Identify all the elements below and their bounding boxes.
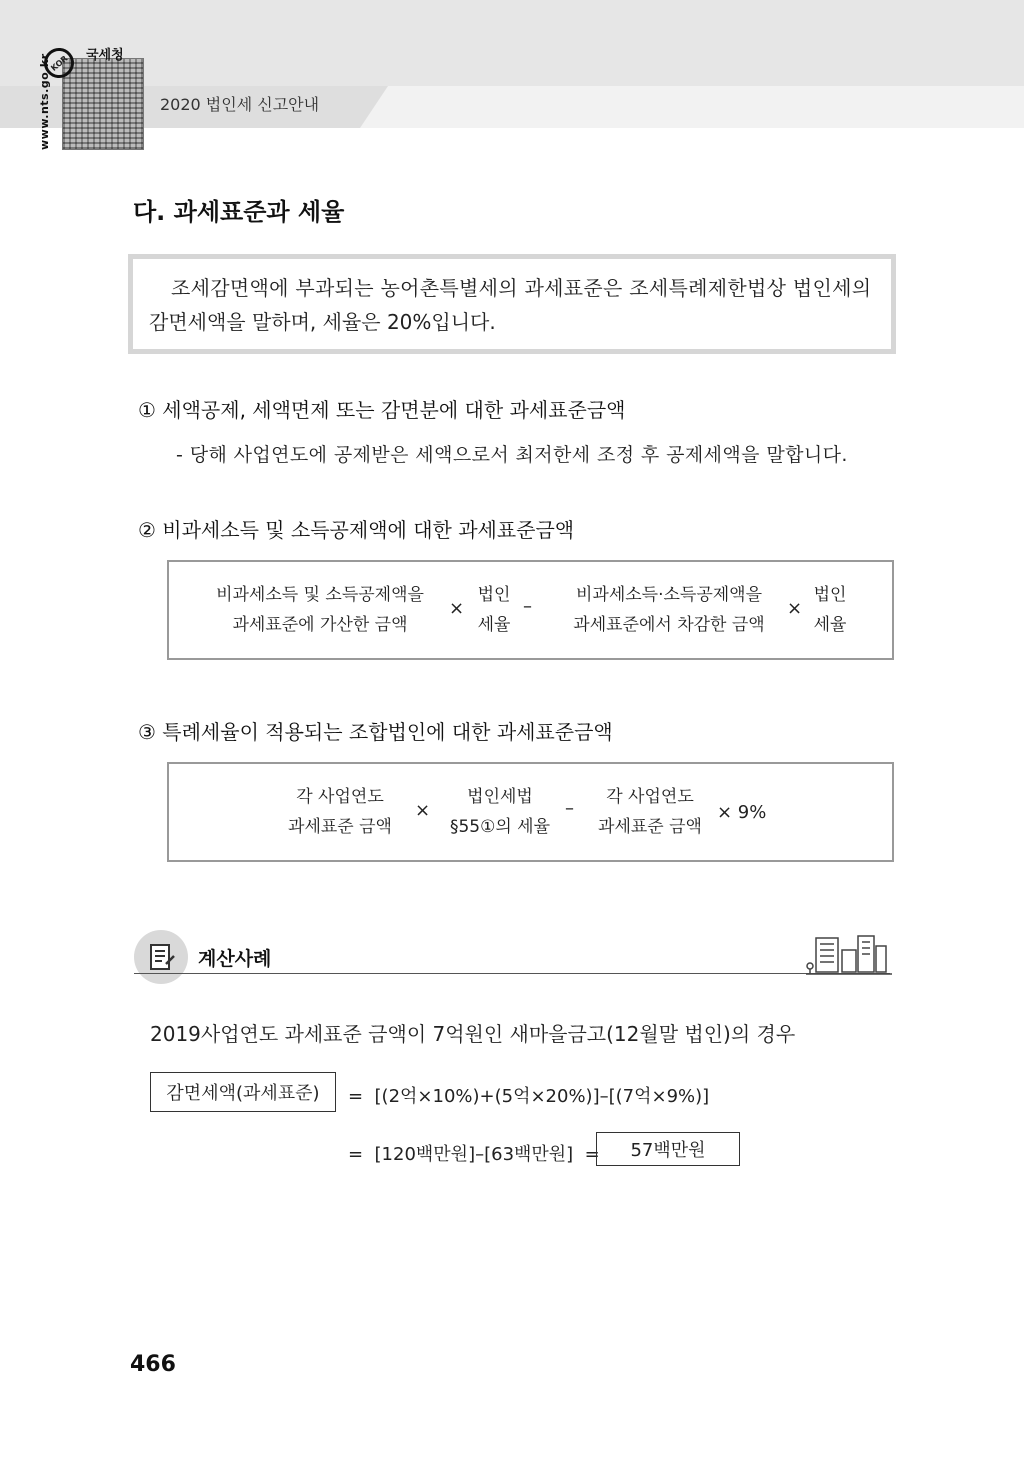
formula-2-term-c-line2: 과세표준에서 차감한 금액 bbox=[573, 615, 765, 635]
website-url[interactable]: www.nts.go.kr bbox=[38, 53, 51, 150]
summary-text-line2: 감면세액을 말하며, 세율은 20%입니다. bbox=[149, 310, 496, 334]
formula-2-term-d-line1: 법인 bbox=[813, 585, 847, 605]
multiply-operator: × bbox=[449, 598, 465, 619]
org-name: 국세청 bbox=[86, 48, 124, 63]
item-2-heading: ② 비과세소득 및 소득공제액에 대한 과세표준금액 bbox=[138, 518, 575, 542]
minus-operator: – bbox=[523, 596, 532, 617]
item-3-heading: ③ 특례세율이 적용되는 조합법인에 대한 과세표준금액 bbox=[138, 720, 613, 744]
formula-2-term-d bbox=[803, 580, 857, 640]
divider bbox=[134, 973, 890, 974]
city-buildings-icon bbox=[806, 932, 892, 976]
multiply-rate: × 9% bbox=[717, 802, 767, 823]
formula-2-term-b-line1: 법인 bbox=[477, 585, 511, 605]
document-checklist-icon bbox=[134, 930, 188, 984]
summary-text-line1: 조세감면액에 부과되는 농어촌특별세의 과세표준은 조세특례제한법상 법인세의 bbox=[171, 276, 872, 300]
qr-code-icon bbox=[62, 58, 144, 150]
header-top-bar bbox=[0, 0, 1024, 86]
reduced-tax-label: 감면세액(과세표준) bbox=[150, 1072, 336, 1112]
summary-box bbox=[128, 254, 896, 354]
kor-badge-icon: KOR bbox=[38, 42, 80, 84]
formula-3-term-a-line1: 각 사업연도 bbox=[296, 787, 384, 807]
section-title: 다. 과세표준과 세율 bbox=[133, 198, 345, 226]
multiply-operator: × bbox=[415, 800, 431, 821]
item-1-heading: ① 세액공제, 세액면제 또는 감면분에 대한 과세표준금액 bbox=[138, 398, 626, 422]
formula-2-term-b bbox=[467, 580, 521, 640]
formula-3-term-c-line2: 과세표준 금액 bbox=[598, 817, 702, 837]
multiply-operator: × bbox=[787, 598, 803, 619]
formula-2-term-b-line2: 세율 bbox=[477, 615, 511, 635]
formula-box-2 bbox=[167, 560, 894, 660]
result-value: 57백만원 bbox=[596, 1132, 740, 1166]
formula-3-term-b-line1: 법인세법 bbox=[467, 787, 533, 807]
document-title: 2020 법인세 신고안내 bbox=[160, 95, 320, 114]
formula-2-term-a-line1: 비과세소득 및 소득공제액을 bbox=[216, 585, 424, 605]
page-number: 466 bbox=[130, 1352, 176, 1377]
formula-box-3 bbox=[167, 762, 894, 862]
formula-2-term-d-line2: 세율 bbox=[813, 615, 847, 635]
formula-2-term-c bbox=[549, 580, 789, 640]
formula-3-term-b bbox=[435, 782, 565, 842]
equation-line-1: = [(2억×10%)+(5억×20%)]–[(7억×9%)] bbox=[348, 1086, 710, 1107]
example-title: 계산사례 bbox=[198, 948, 272, 970]
example-case-text: 2019사업연도 과세표준 금액이 7억원인 새마을금고(12월말 법인)의 경우 bbox=[150, 1022, 796, 1046]
minus-operator: – bbox=[565, 798, 574, 819]
equation-line-2: = [120백만원]–[63백만원] = bbox=[348, 1144, 600, 1165]
formula-3-term-c-line1: 각 사업연도 bbox=[606, 787, 694, 807]
formula-3-term-c bbox=[585, 782, 715, 842]
formula-2-term-a-line2: 과세표준에 가산한 금액 bbox=[232, 615, 408, 635]
formula-3-term-b-line2: §55①의 세율 bbox=[449, 817, 551, 837]
formula-2-term-a bbox=[205, 580, 435, 640]
formula-2-term-c-line1: 비과세소득·소득공제액을 bbox=[575, 585, 763, 605]
item-1-description: - 당해 사업연도에 공제받은 세액으로서 최저한세 조정 후 공제세액을 말합니다. bbox=[176, 444, 848, 466]
formula-3-term-a-line2: 과세표준 금액 bbox=[288, 817, 392, 837]
formula-3-term-a bbox=[275, 782, 405, 842]
